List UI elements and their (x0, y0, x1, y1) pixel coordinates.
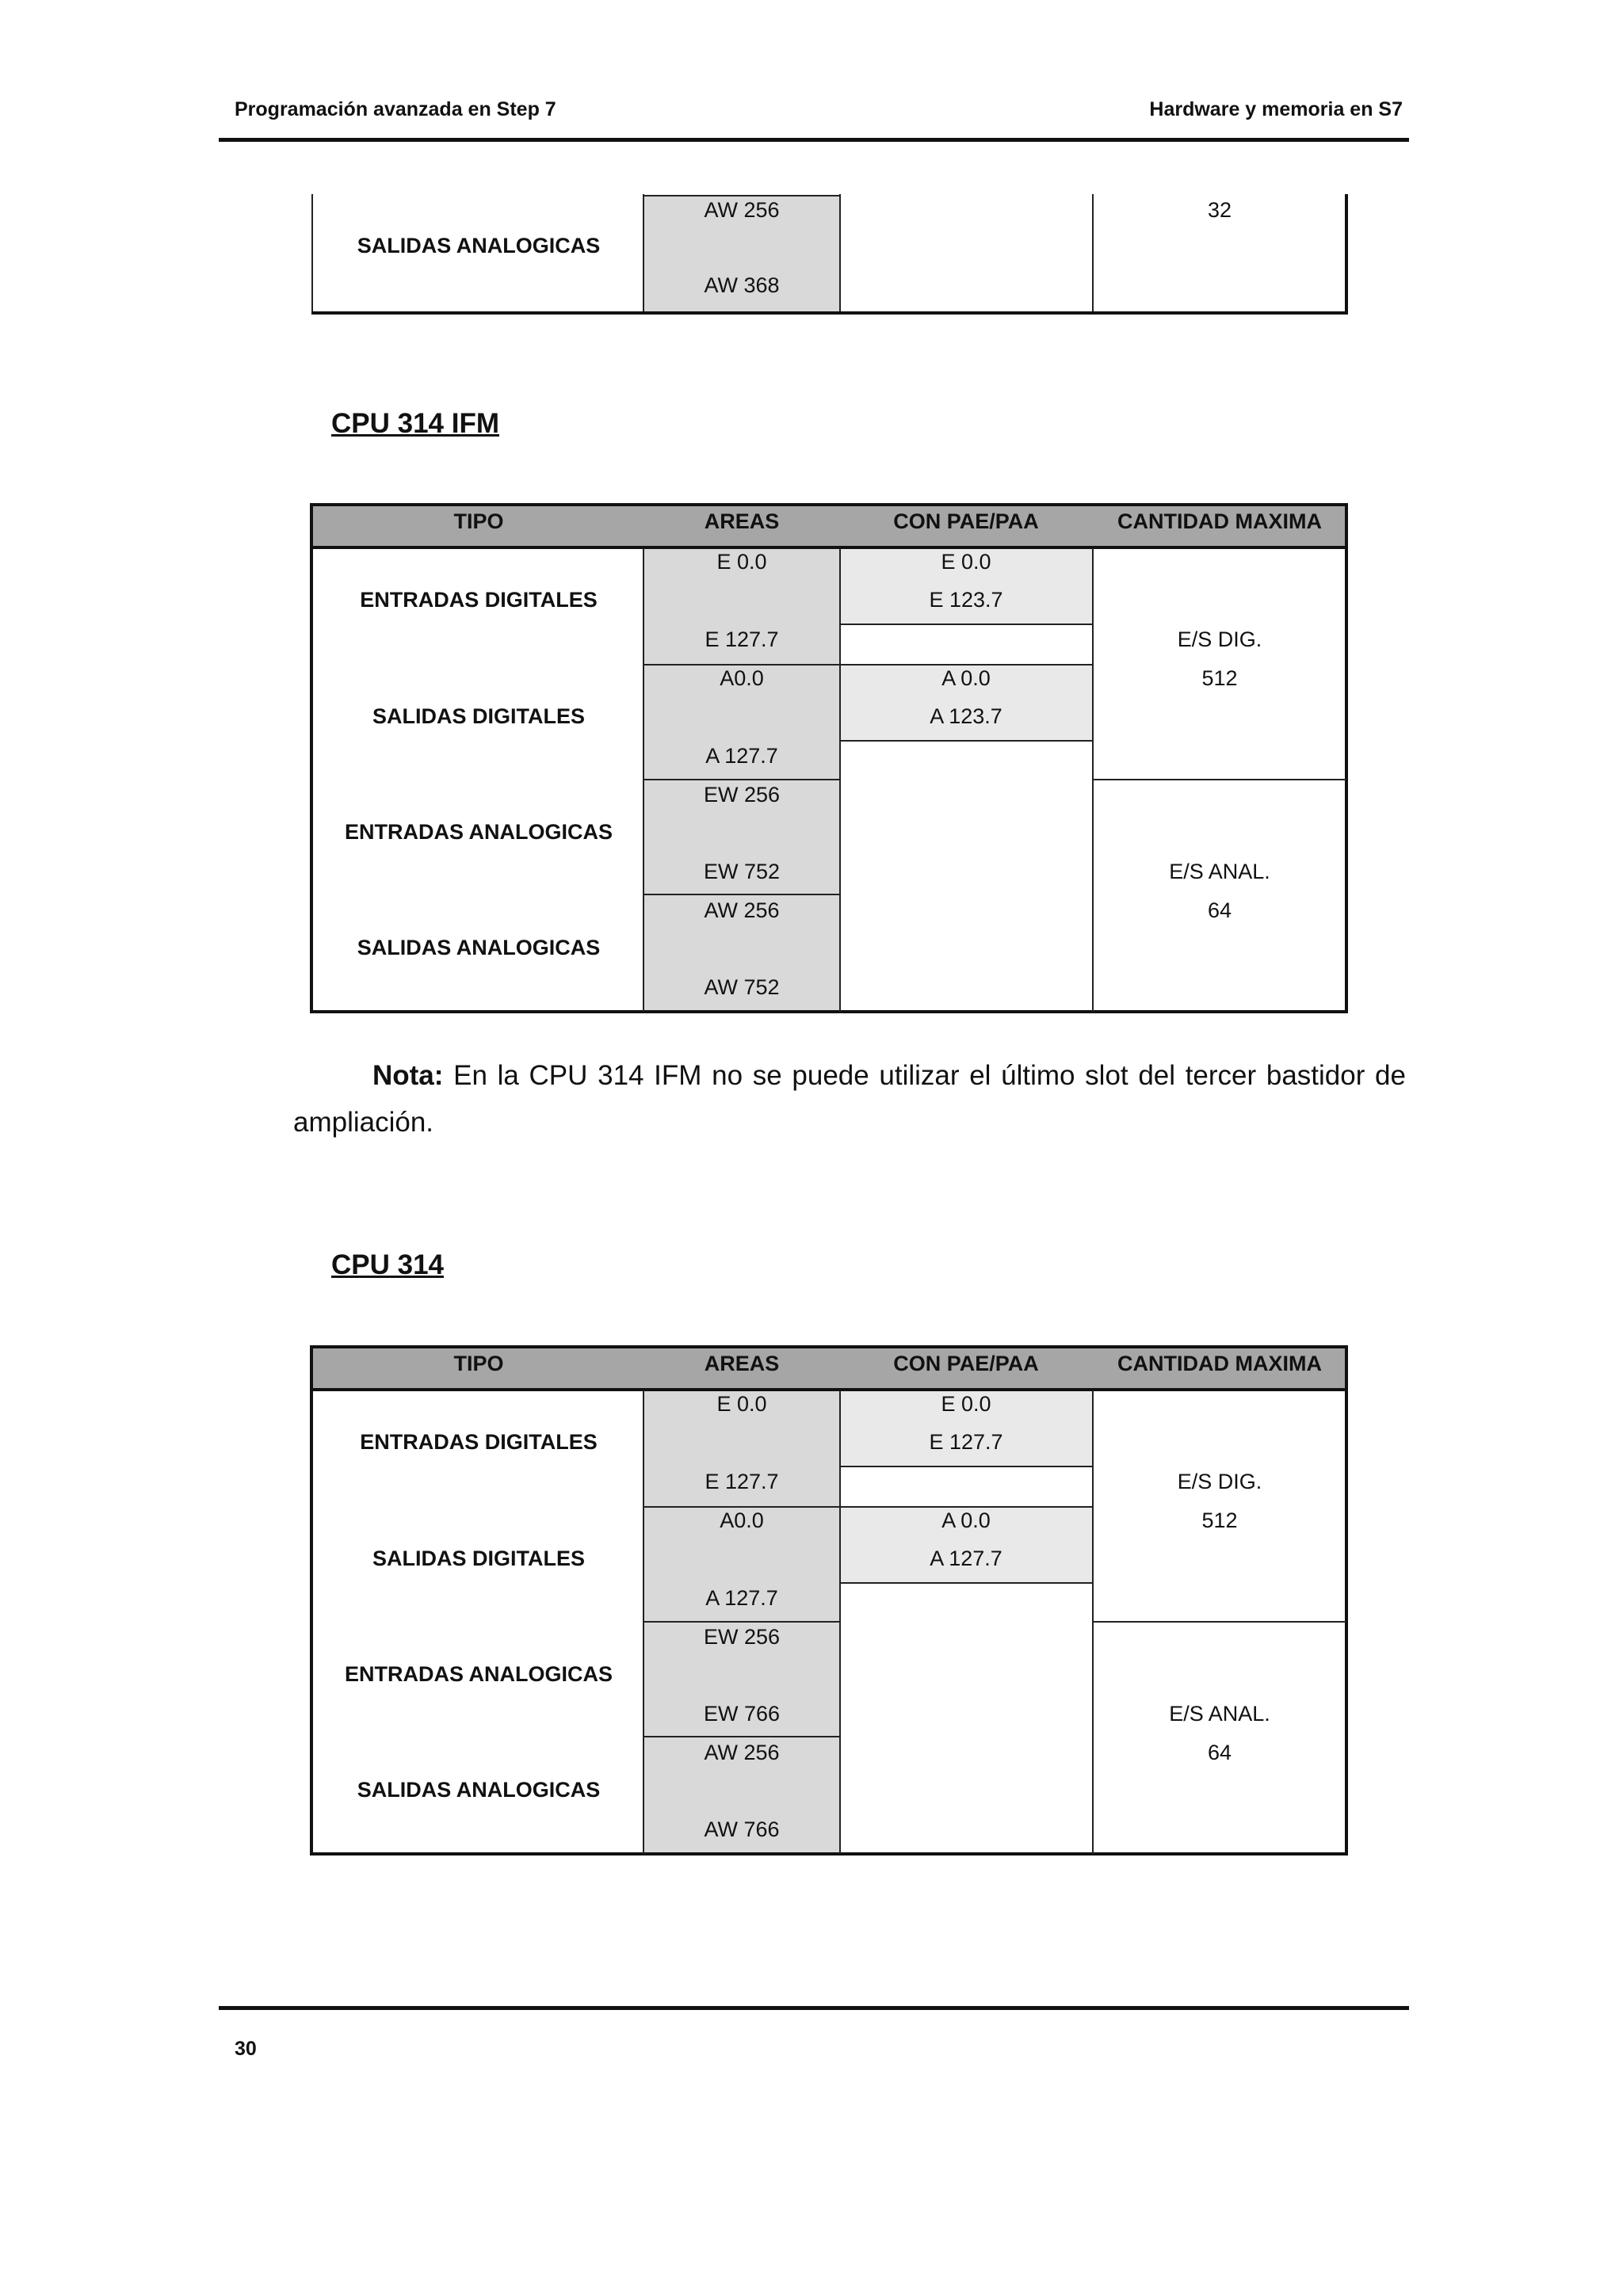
tipo-cell: SALIDAS DIGITALES (372, 704, 585, 728)
header-bottom-border (311, 546, 1348, 549)
row-divider (643, 779, 840, 780)
row-divider (840, 624, 1092, 625)
area-start-cell: EW 256 (703, 1624, 781, 1649)
running-header-right: Hardware y memoria en S7 (1149, 98, 1403, 120)
area-end-cell: AW 368 (704, 273, 780, 297)
section-title-cpu-314-ifm: CPU 314 IFM (331, 408, 499, 439)
border-top (311, 1345, 1348, 1348)
header-cantidad-maxima: CANTIDAD MAXIMA (1117, 1351, 1322, 1375)
pae-end-cell: A 127.7 (930, 1546, 1002, 1570)
area-end-cell: A 127.7 (705, 1585, 778, 1610)
header-rule (219, 138, 1409, 142)
col-divider (839, 194, 841, 313)
header-tipo: TIPO (453, 1351, 504, 1375)
tipo-cell: SALIDAS DIGITALES (372, 1546, 585, 1570)
row-divider (840, 740, 1092, 742)
area-end-cell: AW 766 (704, 1817, 780, 1841)
note-text: En la CPU 314 IFM no se puede utilizar el último slot del tercer bastidor de ampliación. (293, 1060, 1406, 1138)
note-label: Nota: (372, 1060, 444, 1091)
area-start-cell: A0.0 (720, 666, 764, 690)
pae-start-cell: A 0.0 (941, 666, 991, 690)
tipo-cell: ENTRADAS ANALOGICAS (344, 819, 613, 844)
border-top (311, 503, 1348, 506)
header-areas: AREAS (704, 509, 780, 533)
row-divider (840, 1582, 1092, 1584)
area-start-cell: AW 256 (704, 1740, 780, 1764)
header-tipo: TIPO (453, 509, 504, 533)
anal-label-cell: E/S ANAL. (1169, 859, 1270, 883)
pae-start-cell: E 0.0 (941, 1391, 991, 1416)
area-end-cell: EW 752 (703, 859, 781, 883)
area-start-cell: AW 256 (704, 898, 780, 922)
row-divider (840, 1466, 1092, 1467)
area-end-cell: AW 752 (704, 974, 780, 999)
col-divider (1092, 194, 1094, 313)
dig-value-cell: 512 (1201, 1508, 1238, 1532)
tipo-cell: ENTRADAS ANALOGICAS (344, 1661, 613, 1686)
anal-value-cell: 64 (1207, 898, 1232, 922)
tipo-cell: SALIDAS ANALOGICAS (357, 1777, 601, 1802)
border-left (311, 194, 313, 313)
row-divider (643, 195, 840, 196)
tipo-cell: ENTRADAS DIGITALES (360, 1429, 598, 1454)
tipo-cell: SALIDAS ANALOGICAS (357, 935, 601, 959)
area-end-cell: E 127.7 (705, 1469, 779, 1493)
pae-start-cell: E 0.0 (941, 549, 991, 574)
dig-value-cell: 512 (1201, 666, 1238, 690)
dig-label-cell: E/S DIG. (1177, 1469, 1262, 1493)
border-right (1345, 194, 1348, 315)
area-end-cell: E 127.7 (705, 627, 779, 651)
border-bottom (311, 311, 1348, 315)
border-bottom (311, 1852, 1348, 1855)
note-paragraph (293, 1052, 1406, 1146)
area-start-cell: A0.0 (720, 1508, 764, 1532)
row-divider (643, 664, 1092, 666)
border-left (310, 1345, 313, 1855)
tipo-cell: ENTRADAS DIGITALES (360, 587, 598, 612)
row-divider (643, 894, 840, 895)
header-bottom-border (311, 1388, 1348, 1391)
col-divider (643, 194, 644, 313)
anal-label-cell: E/S ANAL. (1169, 1701, 1270, 1726)
header-areas: AREAS (704, 1351, 780, 1375)
row-divider (643, 1621, 840, 1623)
area-start-cell: AW 256 (704, 197, 780, 222)
dig-label-cell: E/S DIG. (1177, 627, 1262, 651)
footer-rule (219, 2006, 1409, 2010)
page-number: 30 (235, 2038, 257, 2060)
anal-value-cell: 64 (1207, 1740, 1232, 1764)
row-divider (643, 1736, 840, 1737)
border-bottom (311, 1010, 1348, 1013)
running-header-left: Programación avanzada en Step 7 (235, 98, 556, 120)
pae-start-cell: A 0.0 (941, 1508, 991, 1532)
area-start-cell: E 0.0 (716, 549, 767, 574)
header-cantidad-maxima: CANTIDAD MAXIMA (1117, 509, 1322, 533)
border-right (1345, 503, 1348, 1013)
border-left (310, 503, 313, 1013)
cantidad-cell: 32 (1207, 197, 1232, 222)
row-divider (1092, 779, 1346, 780)
pae-end-cell: A 123.7 (930, 704, 1002, 728)
area-start-cell: EW 256 (703, 782, 781, 807)
header-con-pae-paa: CON PAE/PAA (893, 1351, 1039, 1375)
row-divider (643, 1506, 1092, 1508)
area-end-cell: EW 766 (703, 1701, 781, 1726)
border-right (1345, 1345, 1348, 1855)
pae-end-cell: E 123.7 (929, 587, 1003, 612)
area-end-cell: A 127.7 (705, 743, 778, 768)
section-title-cpu-314: CPU 314 (331, 1249, 445, 1280)
header-con-pae-paa: CON PAE/PAA (893, 509, 1039, 533)
pae-end-cell: E 127.7 (929, 1429, 1003, 1454)
tipo-cell: SALIDAS ANALOGICAS (357, 233, 601, 257)
row-divider (1092, 1621, 1346, 1623)
area-start-cell: E 0.0 (716, 1391, 767, 1416)
